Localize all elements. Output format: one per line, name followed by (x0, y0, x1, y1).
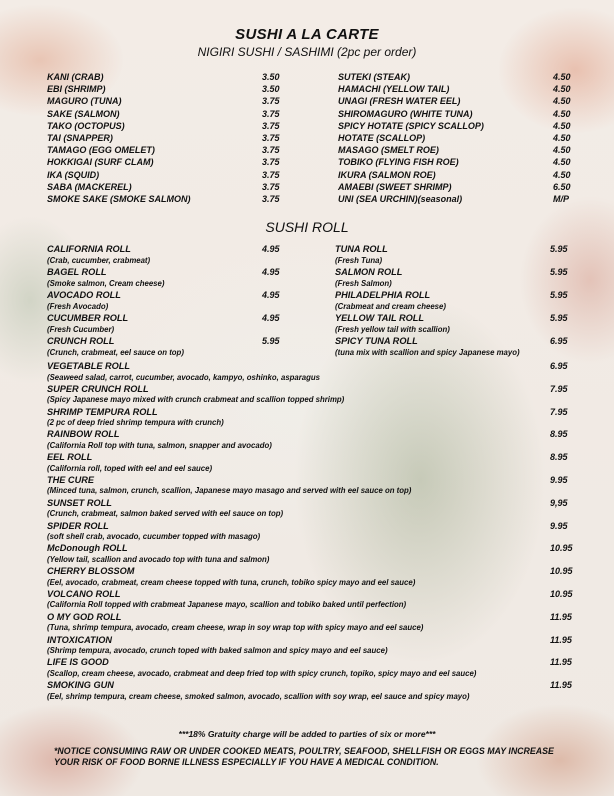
item-price: 6.95 (550, 336, 568, 346)
item-price: 5.95 (550, 267, 568, 277)
item-price: 4.50 (553, 120, 571, 131)
page-title: SUSHI A LA CARTE (235, 26, 379, 43)
item-price: 4.95 (262, 244, 280, 254)
item-description: (Yellow tail, scallion and avocado top with tuna and salmon) (47, 554, 270, 564)
item-description: (Crunch, crabmeat, salmon baked served with eel sauce on top) (47, 509, 284, 519)
roll-item (47, 566, 574, 589)
roll-specials-list (47, 361, 574, 703)
item-name: SAKE (SALMON) (47, 108, 120, 119)
item-price: 9,95 (550, 497, 568, 508)
item-name: TUNA ROLL (335, 244, 388, 254)
item-name: AVOCADO ROLL (47, 290, 121, 300)
item-name: TAMAGO (EGG OMELET) (47, 145, 155, 156)
nigiri-item (47, 194, 287, 206)
item-price: 8.95 (550, 452, 568, 463)
item-price: 7.95 (550, 383, 568, 394)
item-price: 3.75 (262, 120, 280, 131)
item-name: BAGEL ROLL (47, 267, 107, 277)
item-name: SHIROMAGURO (WHITE TUNA) (338, 108, 473, 119)
item-description: (soft shell crab, avocado, cucumber topped with masago) (47, 532, 261, 542)
item-name: PHILADELPHIA ROLL (335, 290, 431, 300)
item-name: UNAGI (FRESH WATER EEL) (338, 96, 461, 107)
item-price: 3.50 (262, 72, 280, 82)
item-price: 8.95 (550, 429, 568, 440)
item-price: 4.50 (553, 84, 571, 95)
roll-item (47, 589, 574, 612)
nigiri-item (338, 170, 574, 182)
sushi-roll-title: SUSHI ROLL (265, 219, 349, 235)
item-description: (Fresh Cucumber) (47, 324, 115, 334)
item-price: 3.50 (262, 84, 280, 95)
roll-item (47, 407, 574, 430)
roll-item (335, 313, 574, 336)
item-price: 5.95 (550, 290, 568, 300)
roll-item (47, 361, 574, 384)
nigiri-left-column (47, 72, 287, 206)
item-description: (Scallop, cream cheese, avocado, crabmeat and deep fried top with spicy crunch, topiko, spicy mayo and eel sauce) (47, 668, 477, 678)
item-price: M/P (553, 193, 570, 204)
item-price: 6.50 (553, 181, 571, 192)
item-description: (Eel, shrimp tempura, cream cheese, smoked salmon, avocado, scallion with soy wrap, eel sauce and spicy mayo) (47, 691, 470, 701)
item-price: 4.50 (553, 96, 571, 107)
item-description: (Fresh Salmon) (335, 278, 392, 288)
item-description: (California Roll topped with crabmeat Japanese mayo, scallion and tobiko baked until perfection) (47, 600, 407, 610)
item-description: (Tuna, shrimp tempura, avocado, cream cheese, wrap in soy wrap top with spicy mayo and eel sauce) (47, 623, 424, 633)
health-notice: *NOTICE CONSUMING RAW OR UNDER COOKED MEATS, POULTRY, SEAFOOD, SHELLFISH OR EGGS MAY INCREASE YOUR RISK OF FOOD BORNE ILLNESS ESPECIALLY IF YOU HAVE A MEDICAL CONDITION. (54, 746, 554, 767)
roll-item (47, 657, 574, 680)
item-name: IKURA (SALMON ROE) (338, 169, 436, 180)
item-price: 3.75 (262, 193, 280, 204)
item-description: (Fresh yellow tail with scallion) (335, 324, 450, 334)
nigiri-item (338, 133, 574, 145)
roll-item (47, 521, 574, 544)
item-description: (Fresh Avocado) (47, 301, 109, 311)
item-name: AMAEBI (SWEET SHRIMP) (338, 181, 452, 192)
nigiri-item (338, 109, 574, 121)
item-name: TAI (SNAPPER) (47, 132, 113, 143)
nigiri-item (47, 96, 287, 108)
item-name: TOBIKO (FLYING FISH ROE) (338, 157, 459, 168)
roll-item (335, 244, 574, 267)
item-name: UNI (SEA URCHIN)(seasonal) (338, 193, 463, 204)
item-price: 9.95 (550, 520, 568, 531)
item-name: SUPER CRUNCH ROLL (47, 383, 149, 394)
item-name: O MY GOD ROLL (47, 611, 122, 622)
nigiri-right-column (338, 72, 574, 206)
item-price: 11.95 (550, 611, 572, 622)
item-price: 3.75 (262, 108, 280, 119)
roll-item (47, 635, 574, 658)
item-name: SHRIMP TEMPURA ROLL (47, 406, 158, 417)
item-name: IKA (SQUID) (47, 169, 100, 180)
item-name: INTOXICATION (47, 634, 112, 645)
item-name: SUNSET ROLL (47, 497, 112, 508)
item-price: 6.95 (550, 361, 568, 371)
roll-item (47, 290, 287, 313)
item-description: (Crabmeat and cream cheese) (335, 301, 446, 311)
item-name: LIFE IS GOOD (47, 657, 109, 668)
roll-right-column (335, 244, 574, 359)
item-name: KANI (CRAB) (47, 72, 104, 82)
item-name: SPIDER ROLL (47, 520, 109, 531)
item-price: 4.95 (262, 290, 280, 300)
item-price: 9.95 (550, 474, 568, 485)
nigiri-item (338, 157, 574, 169)
roll-item (47, 267, 287, 290)
roll-item (47, 680, 574, 703)
item-price: 3.75 (262, 181, 280, 192)
item-description: (Spicy Japanese mayo mixed with crunch crabmeat and scallion topped shrimp) (47, 395, 345, 405)
item-description: (Minced tuna, salmon, crunch, scallion, Japanese mayo masago and served with eel sauce on top) (47, 486, 412, 496)
item-name: CALIFORNIA ROLL (47, 244, 131, 254)
roll-left-column (47, 244, 287, 359)
item-name: TAKO (OCTOPUS) (47, 120, 125, 131)
item-name: SMOKING GUN (47, 680, 114, 691)
roll-item (47, 244, 287, 267)
item-name: HOKKIGAI (SURF CLAM) (47, 157, 154, 168)
item-name: EBI (SHRIMP) (47, 84, 106, 95)
item-price: 11.95 (550, 680, 572, 691)
page-subtitle: NIGIRI SUSHI / SASHIMI (2pc per order) (197, 45, 417, 59)
item-name: RAINBOW ROLL (47, 429, 120, 440)
item-name: EEL ROLL (47, 452, 93, 463)
nigiri-item (338, 84, 574, 96)
item-name: HOTATE (SCALLOP) (338, 132, 426, 143)
item-price: 5.95 (550, 313, 568, 323)
item-name: SMOKE SAKE (SMOKE SALMON) (47, 193, 191, 204)
item-price: 4.50 (553, 169, 571, 180)
item-name: SALMON ROLL (335, 267, 403, 277)
item-price: 4.50 (553, 145, 571, 156)
item-name: CUCUMBER ROLL (47, 313, 129, 323)
roll-item (47, 475, 574, 498)
roll-item (47, 498, 574, 521)
item-name: VEGETABLE ROLL (47, 361, 131, 371)
item-price: 3.75 (262, 169, 280, 180)
nigiri-item (47, 109, 287, 121)
item-price: 3.75 (262, 96, 280, 107)
nigiri-item (338, 72, 574, 84)
item-description: (Eel, avocado, crabmeat, cream cheese topped with tuna, crunch, tobiko spicy mayo and eel sauce) (47, 577, 416, 587)
item-description: (Fresh Tuna) (335, 255, 383, 265)
item-price: 5.95 (550, 244, 568, 254)
item-price: 7.95 (550, 406, 568, 417)
item-price: 4.95 (262, 313, 280, 323)
item-name: THE CURE (47, 474, 94, 485)
roll-item (335, 336, 574, 359)
item-price: 11.95 (550, 657, 572, 668)
item-price: 10.95 (550, 588, 573, 599)
roll-item (335, 267, 574, 290)
item-name: HAMACHI (YELLOW TAIL) (338, 84, 450, 95)
item-name: CHERRY BLOSSOM (47, 566, 135, 577)
nigiri-item (47, 133, 287, 145)
nigiri-item (338, 194, 574, 206)
item-description: (California roll, toped with eel and eel sauce) (47, 463, 213, 473)
item-name: VOLCANO ROLL (47, 588, 121, 599)
item-price: 3.75 (262, 157, 280, 168)
item-name: McDonough ROLL (47, 543, 128, 554)
gratuity-note: ***18% Gratuity charge will be added to parties of six or more*** (178, 729, 436, 739)
item-price: 4.95 (262, 267, 280, 277)
nigiri-item (47, 72, 287, 84)
item-name: CRUNCH ROLL (47, 336, 115, 346)
nigiri-item (338, 182, 574, 194)
item-description: (2 pc of deep fried shrimp tempura with crunch) (47, 418, 224, 428)
item-name: SABA (MACKEREL) (47, 181, 132, 192)
item-description: (Crunch, crabmeat, eel sauce on top) (47, 347, 184, 357)
item-description: (Seaweed salad, carrot, cucumber, avocado, kampyo, oshinko, asparagus (47, 372, 320, 382)
item-name: MAGURO (TUNA) (47, 96, 122, 107)
nigiri-item (47, 84, 287, 96)
item-name: SUTEKI (STEAK) (338, 72, 410, 82)
nigiri-item (47, 182, 287, 194)
roll-item (47, 612, 574, 635)
item-name: SPICY TUNA ROLL (335, 336, 418, 346)
item-price: 11.95 (550, 634, 572, 645)
item-description: (Crab, cucumber, crabmeat) (47, 255, 151, 265)
item-price: 4.50 (553, 72, 571, 82)
item-price: 3.75 (262, 145, 280, 156)
item-price: 3.75 (262, 132, 280, 143)
item-name: YELLOW TAIL ROLL (335, 313, 424, 323)
nigiri-item (47, 121, 287, 133)
item-price: 10.95 (550, 566, 573, 577)
roll-item (335, 290, 574, 313)
nigiri-item (338, 145, 574, 157)
roll-item (47, 452, 574, 475)
roll-item (47, 384, 574, 407)
item-description: (tuna mix with scallion and spicy Japanese mayo) (335, 347, 520, 357)
nigiri-item (338, 96, 574, 108)
nigiri-item (47, 145, 287, 157)
nigiri-item (338, 121, 574, 133)
item-price: 4.50 (553, 108, 571, 119)
item-name: SPICY HOTATE (SPICY SCALLOP) (338, 120, 484, 131)
item-price: 4.50 (553, 132, 571, 143)
item-price: 4.50 (553, 157, 571, 168)
item-name: MASAGO (SMELT ROE) (338, 145, 439, 156)
nigiri-item (47, 170, 287, 182)
roll-item (47, 313, 287, 336)
roll-item (47, 336, 287, 359)
item-price: 10.95 (550, 543, 573, 554)
roll-item (47, 429, 574, 452)
item-description: (California Roll top with tuna, salmon, snapper and avocado) (47, 440, 272, 450)
item-description: (Smoke salmon, Cream cheese) (47, 278, 165, 288)
roll-item (47, 543, 574, 566)
item-price: 5.95 (262, 336, 280, 346)
nigiri-item (47, 157, 287, 169)
item-description: (Shrimp tempura, avocado, crunch toped with baked salmon and spicy mayo and eel sauce) (47, 646, 388, 656)
